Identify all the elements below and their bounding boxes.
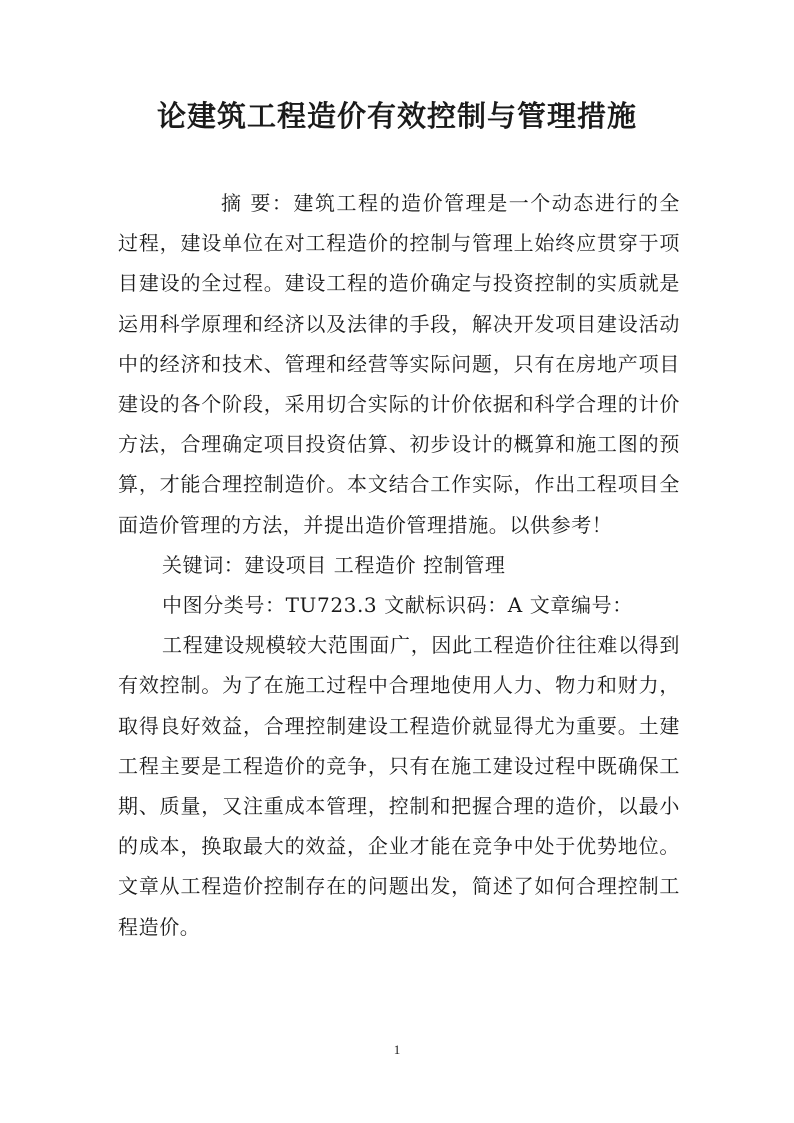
page-title: 论建筑工程造价有效控制与管理措施 [156, 99, 637, 133]
abstract-paragraph [118, 183, 680, 545]
keywords-line: 关键词：建设项目 工程造价 控制管理 [162, 552, 506, 577]
document-body [118, 183, 680, 947]
classification-line: 中图分类号：TU723.3 文献标识码：A 文章编号： [162, 593, 633, 618]
page-number: 1 [393, 1042, 401, 1057]
abstract-label: 摘 要： [221, 191, 294, 215]
abstract-text: 建筑工程的造价管理是一个动态进行的全过程，建设单位在对工程造价的控制与管理上始终应贯穿于项目建设的全过程。建设工程的造价确定与投资控制的实质就是运用科学原理和经济以及法律的手段，解决开发项目建设活动中的经济和技术、管理和经营等实际问题，只有在房地产项目建设的各个阶段，采用切合实际的计价依据和科学合理的计价方法，合理确定项目投资估算、初步设计的概算和施工图的预算，才能合理控制造价。本文结合工作实际，作出工程项目全面造价管理的方法，并提出造价管理措施。以供参考！ [118, 191, 680, 537]
intro-paragraph: 工程建设规模较大范围面广，因此工程造价往往难以得到有效控制。为了在施工过程中合理地使用人力、物力和财力，取得良好效益，合理控制建设工程造价就显得尤为重要。土建工程主要是工程造价的竞争，只有在施工建设过程中既确保工期、质量，又注重成本管理，控制和把握合理的造价，以最小的成本，换取最大的效益，企业才能在竞争中处于优势地位。文章从工程造价控制存在的问题出发，简述了如何合理控制工程造价。 [118, 633, 680, 939]
